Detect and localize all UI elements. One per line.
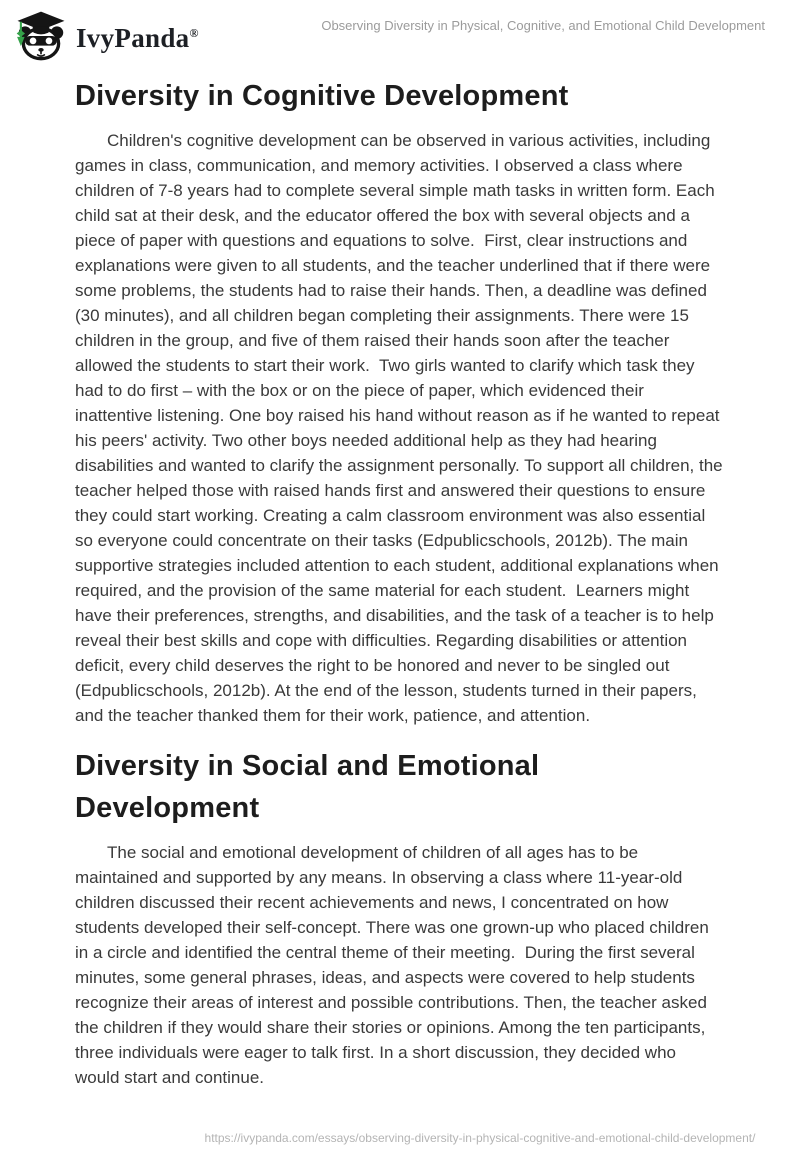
section-heading-social-emotional-development: Diversity in Social and Emotional Development <box>75 750 540 824</box>
panda-graduation-cap-icon <box>13 10 69 62</box>
paragraph-social-emotional-development: The social and emotional development of children of all ages has to be maintained and supported by any means. In observing a class where 11-year-old children discussed their recent achievements and news, I concentrated on how students developed their self-concept. There was one grown-up who placed children in a circle and identified the central theme of their meeting. During the first several minutes, some general phrases, ideas, and aspects were covered to help students recognize their areas of interest and possible contributions. Then, the teacher asked the children if they would share their stories or opinions. Among the ten participants, three individuals were eager to talk first. In a short discussion, they decided who would start and continue. <box>75 843 714 1087</box>
logo-wordmark-text: IvyPanda <box>76 23 190 53</box>
logo-wordmark <box>76 7 199 64</box>
registered-trademark-mark: ® <box>189 26 199 40</box>
running-head-title: Observing Diversity in Physical, Cognitive, and Emotional Child Development <box>321 18 765 33</box>
section-heading-cognitive-development: Diversity in Cognitive Development <box>75 80 569 112</box>
essay-content <box>75 75 728 1090</box>
page-header <box>0 0 800 60</box>
source-url: https://ivypanda.com/essays/observing-diversity-in-physical-cognitive-and-emotional-child-development/ <box>204 1131 756 1145</box>
page-footer <box>160 1129 800 1147</box>
ivypanda-logo <box>13 7 199 64</box>
paragraph-cognitive-development: Children's cognitive development can be observed in various activities, including games in class, communication, and memory activities. I observed a class where children of 7-8 years had to complete several simple math tasks in written form. Each child sat at their desk, and the educator offered the box with several objects and a piece of paper with questions and equations to solve. First, clear instructions and explanations were given to all students, and the teacher underlined that if there were some problems, the students had to raise their hands. Then, a deadline was defined (30 minutes), and all children began completing their assignments. There were 15 children in the group, and five of them raised their hands soon after the teacher allowed the students to start their work. Two girls wanted to clarify which task they had to do first – with the box or on the piece of paper, which evidenced their inattentive listening. One boy raised his hand without reason as if he wanted to repeat his peers' activity. Two other boys needed additional help as they had hearing disabilities and wanted to clarify the assignment personally. To support all children, the teacher helped those with raised hands first and answered their questions to ensure they could start working. Creating a calm classroom environment was also essential so everyone could concentrate on their tasks (Edpublicschools, 2012b). The main supportive strategies included attention to each student, additional explanations when required, and the provision of the same material for each student. Learners might have their preferences, strengths, and disabilities, and the task of a teacher is to help reveal their best skills and cope with difficulties. Regarding disabilities or attention deficit, every child deserves the right to be honored and never to be singled out (Edpublicschools, 2012b). At the end of the lesson, students turned in their papers, and the teacher thanked them for their work, patience, and attention. <box>75 131 728 725</box>
